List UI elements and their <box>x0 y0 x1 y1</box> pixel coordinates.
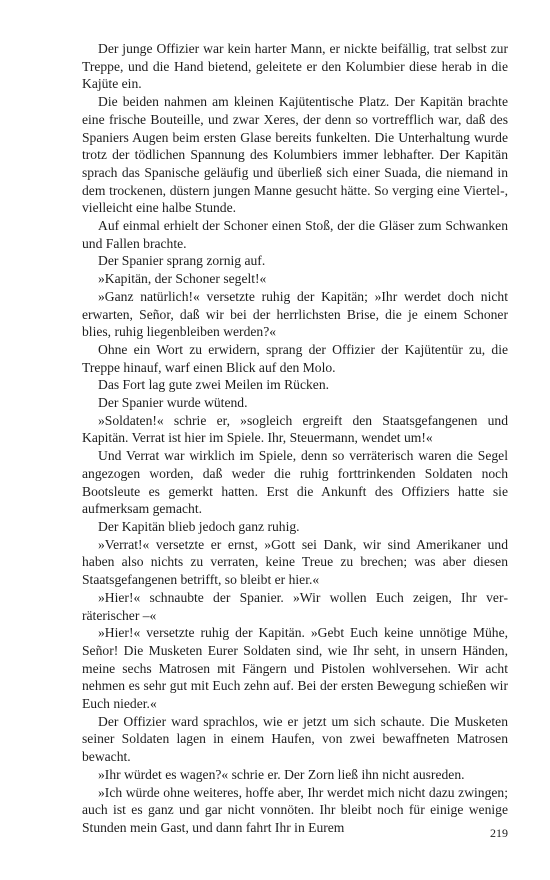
paragraph: Der junge Offizier war kein harter Mann, er nickte beifällig, trat selbst zur Treppe, und die Hand bietend, geleitete er den Kolumbier diese herab in die Kajüte ein. <box>82 41 508 92</box>
paragraph: Die beiden nahmen am kleinen Kajütentische Platz. Der Kapitän brachte eine frische Bouteille, und zwar Xeres, der denn so vortrefflich war, daß des Spaniers Augen beim ersten Glase bereits funkelten. Die Unterhaltung wurde trotz der tödlichen Spannung des Kolumbiers immer lebhafter. Der Kapitän sprach das Spanische geläufig und überließ sich einer Suada, die niemand in dem trockenen, düstern jungen Manne gesucht hätte. So verging eine Viertel-, vielleicht eine halbe Stunde. <box>82 94 508 216</box>
paragraph: Das Fort lag gute zwei Meilen im Rücken. <box>98 377 330 393</box>
paragraph: Der Spanier sprang zornig auf. <box>98 253 266 269</box>
paragraph: Und Verrat war wirklich im Spiele, denn so verräterisch waren die Segel angezogen worden, daß weder die ruhig forttrinkenden Soldaten noch Bootsleute es gemerkt hatten. Erst die Ankunft des Offiziers hatte sie aufmerksam gemacht. <box>82 448 508 517</box>
paragraph: Der Kapitän blieb jedoch ganz ruhig. <box>98 518 300 534</box>
paragraph: Der Offizier ward sprachlos, wie er jetzt um sich schaute. Die Musketen seiner Soldaten lagen in einem Haufen, von zwei bewaffneten Matrosen bewacht. <box>82 713 508 765</box>
paragraph: Ohne ein Wort zu erwidern, sprang der Offizier der Kajütentür zu, die Treppe hinauf, warf einen Blick auf den Molo. <box>82 341 508 375</box>
page-number: 219 <box>490 826 508 840</box>
paragraph: »Ich würde ohne weiteres, hoffe aber, Ihr werdet mich nicht dazu zwingen; auch ist es ganz und gar nicht vonnöten. Ihr bleibt noch für einige wenige Stunden mein Gast, und dann fahrt Ihr in Eurem <box>82 784 508 835</box>
paragraph: »Hier!« versetzte ruhig der Kapitän. »Gebt Euch keine unnötige Mühe, Señor! Die Musketen Eurer Soldaten sind, wie Ihr seht, in unsern Händen, meine sechs Matrosen mit Fängern und Pistolen wohlversehen. Wir acht nehmen es sehr gut mit Euch zehn auf. Bei der ersten Bewegung schießen wir Euch nieder.« <box>82 625 508 712</box>
paragraph: Auf einmal erhielt der Schoner einen Stoß, der die Gläser zum Schwanken und Fallen brachte. <box>82 218 508 251</box>
paragraph: »Ganz natürlich!« versetzte ruhig der Kapitän; »Ihr werdet doch nicht erwarten, Señor, daß wir bei der herrlichsten Brise, die je einem Schoner blies, ruhig liegenbleiben werden?« <box>82 288 508 340</box>
paragraph: »Kapitän, der Schoner segelt!« <box>98 271 267 287</box>
paragraph: »Hier!« schnaubte der Spanier. »Wir wollen Euch zeigen, Ihr verräterischer –« <box>82 589 508 623</box>
paragraph: Der Spanier wurde wütend. <box>98 395 248 411</box>
paragraph: »Soldaten!« schrie er, »sogleich ergreift den Staatsgefangenen und Kapitän. Verrat ist hier im Spiele. Ihr, Steuermann, wendet um!« <box>82 412 508 446</box>
paragraph: »Ihr würdet es wagen?« schrie er. Der Zorn ließ ihn nicht ausreden. <box>98 766 465 782</box>
paragraph: »Verrat!« versetzte er ernst, »Gott sei Dank, wir sind Amerikaner und haben also nichts zu verraten, keine Treue zu brechen; was aber diesen Staatsgefangenen betrifft, so bleibt er hier.« <box>82 536 508 588</box>
body-text <box>82 40 508 837</box>
